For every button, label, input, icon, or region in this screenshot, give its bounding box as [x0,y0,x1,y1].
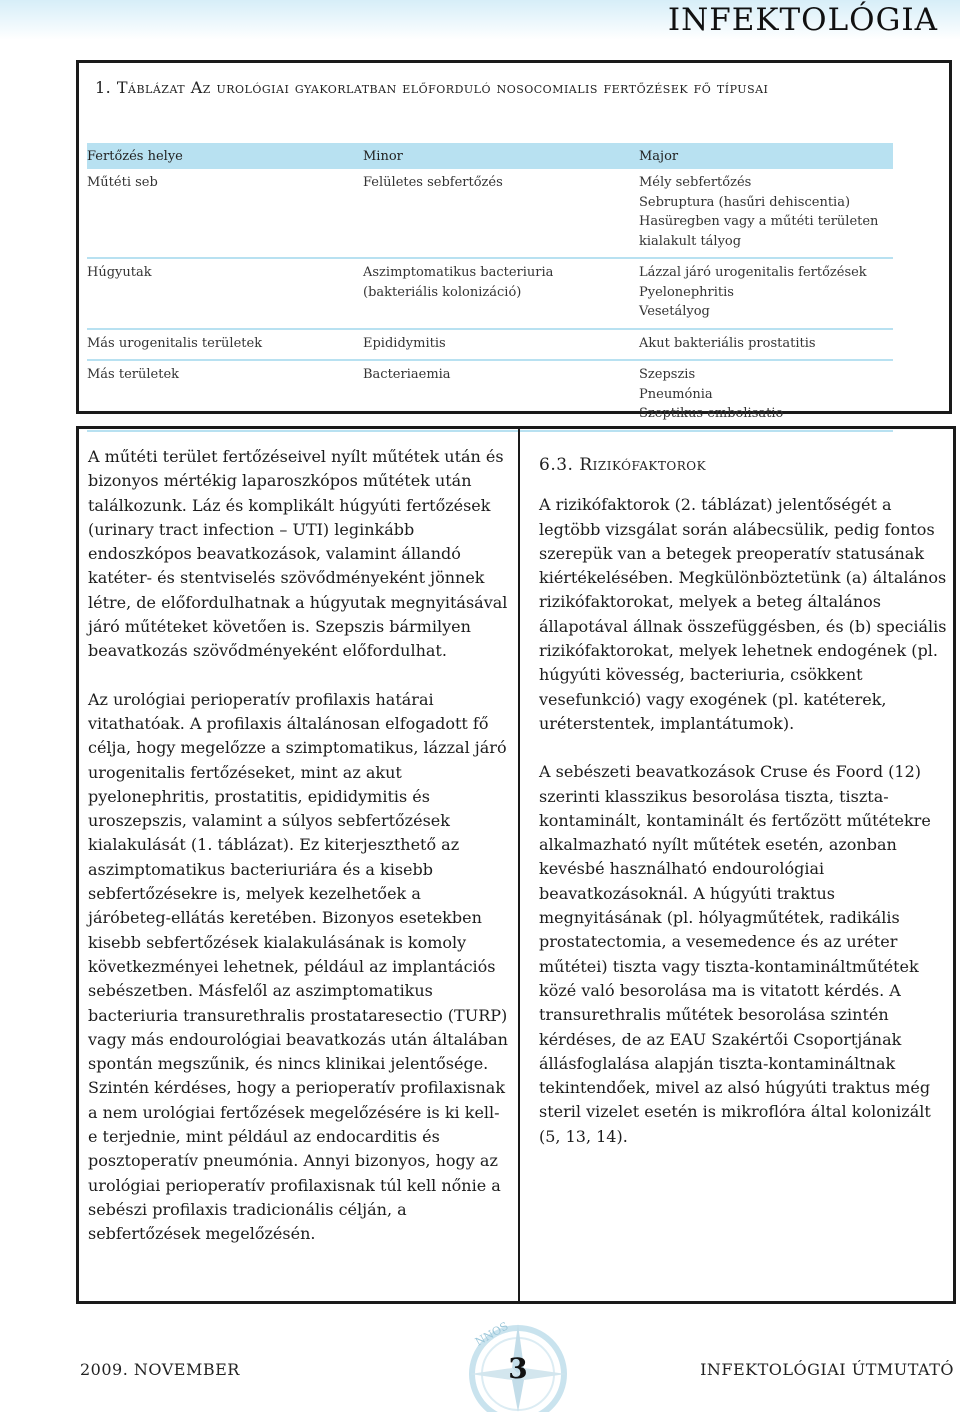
table-frame [76,60,952,421]
table-row [87,329,893,361]
cell-site: Más területek [87,360,363,431]
footer-publication: INFEKTOLÓGIAI ÚTMUTATÓ [700,1360,954,1379]
page-number: 3 [508,1352,528,1385]
right-column [539,453,949,1149]
cell-site: Húgyutak [87,258,363,329]
cell-major: Lázzal járó urogenitalis fertőzések Pyelonephritis Vesetályog [639,258,893,329]
paragraph: A sebészeti beavatkozások Cruse és Foord (12) szerinti klasszikus besorolása tiszta, tiszta-kontaminált, kontaminált és fertőzött műtétekre alkalmazható nyílt műtétek esetén, azonban kevésbé használható endourológiai beavatkozásoknál. A húgyúti traktus megnyitásának (pl. hólyagműtétek, radikális prostatectomia, a vesemedence és az uréter műtétei) tiszta vagy tiszta-kontamináltműtétek közé való besorolása ma is vitatott kérdés. A transurethralis műtétek besorolása szintén kérdéses, de az EAU Szakértői Csoportjának állásfoglalása alapján tiszta-kontamináltnak tekintendőek, mivel az alsó húgyúti traktus még steril vizelet esetén is mikroflóra által kolonizált (5, 13, 14). [539,762,931,1146]
cell-major: Szepszis Pneumónia Szeptikus embolisatio [639,360,893,431]
body-text-frame [76,426,956,1304]
table-row [87,360,893,431]
cell-minor: Bacteriaemia [363,360,639,431]
cell-site: Műtéti seb [87,169,363,258]
infection-types-table [87,143,893,432]
paragraph: A rizikófaktorok (2. táblázat) jelentőségét a legtöbb vizsgálat során alábecsülik, pedig fontos szerepük van a betegek preoperatív statusának kiértékelésében. Megkülönböztetünk (a) általános rizikófaktorokat, melyek a beteg általános állapotával állnak összefüggésben, és (b) speciális rizikófaktorokat, melyek lehetnek endogének (pl. húgyúti kövesség, bacteriuria, csökkent vesefunkció) vagy exogének (pl. katéterek, uréterstentek, implantátumok). [539,495,947,733]
paragraph: A műtéti terület fertőzéseivel nyílt műtétek után és bizonyos mértékig laparoszkópos műtétek után találkozunk. Láz és komplikált húgyúti fertőzések (urinary tract infection – UTI) leginkább endoszkópos beavatkozások, valamint állandó katéter- és stentviselés szövődményeként jönnek létre, de előfordulhatnak a húgyutak megnyitásával járó műtéteket követően is. Szepszis bármilyen beavatkozás szövődményeként előfordulhat. [88,447,508,661]
cell-major: Mély sebfertőzés Sebruptura (hasűri dehiscentia) Hasüregben vagy a műtéti területen kialakult tályog [639,169,893,258]
column-header-major: Major [639,143,893,169]
table-row [87,258,893,329]
compass-lettering: NNOS [473,1319,511,1349]
left-column [88,445,508,1247]
column-header-site: Fertőzés helye [87,143,363,169]
footer-date: 2009. NOVEMBER [80,1360,240,1379]
cell-major: Akut bakteriális prostatitis [639,329,893,361]
cell-site: Más urogenitalis területek [87,329,363,361]
section-heading: 6.3. Rizikófaktorok [539,455,707,475]
paragraph: Az urológiai perioperatív profilaxis határai vitathatóak. A profilaxis általánosan elfogadott fő célja, hogy megelőzze a szimptomatikus, lázzal járó urogenitalis fertőzéseket, mint az akut pyelonephritis, prostatitis, epididymitis és uroszepszis, valamint a súlyos sebfertőzések kialakulását (1. táblázat). Ez kiterjeszthető az aszimptomatikus bacteriuriára és a kisebb sebfertőzésekre is, melyek kezelhetőek a járóbeteg-ellátás keretében. Bizonyos esetekben kisebb sebfertőzések kialakulásának is komoly következményei lehetnek, például az implantációs sebészetben. Másfelől az aszimptomatikus bacteriuria transurethralis prostataresectio (TURP) vagy más endourológiai beavatkozás után általában spontán megszűnik, és nincs klinikai jelentősége. Szintén kérdéses, hogy a perioperatív profilaxisnak a nem urológiai fertőzések megelőzésére is ki kell-e terjednie, mint például az endocarditis és posztoperatív pneumónia. Annyi bizonyos, hogy az urológiai perioperatív profilaxisnak túl kell nőnie a sebészi profilaxis tradicionális célján, a sebfertőzések megelőzésén. [88,689,508,1244]
cell-minor: Aszimptomatikus bacteriuria (bakteriális kolonizáció) [363,258,639,329]
page-header-title: INFEKTOLÓGIA [667,2,938,38]
cell-minor: Felületes sebfertőzés [363,169,639,258]
table-row [87,169,893,258]
column-header-minor: Minor [363,143,639,169]
table-caption: 1. Táblázat Az urológiai gyakorlatban előforduló nosocomialis fertőzések fő típusai [95,78,769,97]
column-divider [518,429,520,1301]
cell-minor: Epididymitis [363,329,639,361]
